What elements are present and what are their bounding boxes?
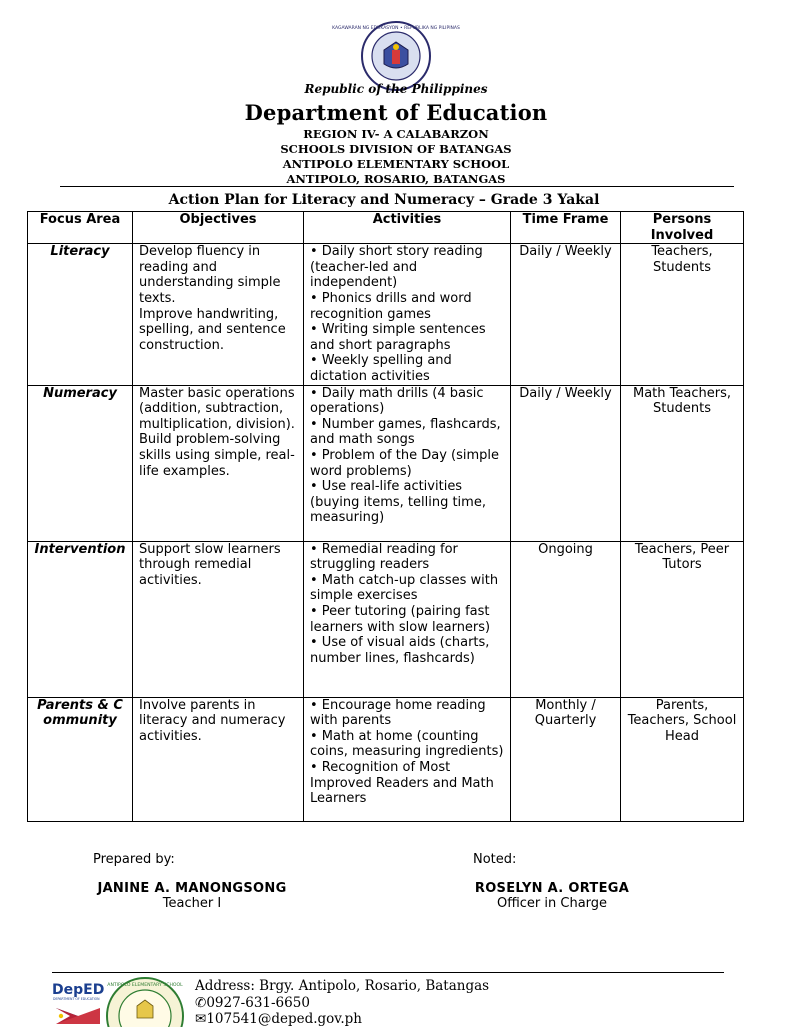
seal-text: KAGAWARAN NG EDUKASYON • REPUBLIKA NG PILIPINAS xyxy=(332,26,460,31)
activity-item: • Daily short story reading (teacher-led and independent) xyxy=(310,244,483,291)
school-seal-text: ANTIPOLO ELEMENTARY SCHOOL xyxy=(107,983,183,988)
footer-email-line xyxy=(195,1011,362,1027)
activity-item: • Peer tutoring (pairing fast learners with slow learners) xyxy=(310,603,491,635)
objectives-cell xyxy=(133,244,304,385)
activities-cell xyxy=(304,244,511,385)
noted-by-signature xyxy=(422,881,682,911)
time-frame-cell: Monthly / Quarterly xyxy=(511,697,621,821)
time-frame-cell: Daily / Weekly xyxy=(511,244,621,385)
objectives-cell xyxy=(133,697,304,821)
activity-item: • Daily math drills (4 basic operations) xyxy=(310,385,484,417)
activity-item: • Number games, flashcards, and math songs xyxy=(310,416,501,448)
noter-name: ROSELYN A. ORTEGA xyxy=(474,881,630,896)
school-name: ANTIPOLO ELEMENTARY SCHOOL xyxy=(282,157,510,171)
time-frame-cell: Daily / Weekly xyxy=(511,385,621,541)
table-header-row xyxy=(28,212,744,244)
activity-item: • Math at home (counting coins, measuring ingredients) xyxy=(310,728,504,760)
deped-logo-subtext: DEPARTMENT OF EDUCATION xyxy=(53,997,100,1001)
prepared-by-label: Prepared by: xyxy=(93,852,175,867)
footer-address: Address: Brgy. Antipolo, Rosario, Batangas xyxy=(195,978,490,994)
focus-cell: Numeracy xyxy=(28,385,133,541)
objectives-cell xyxy=(133,385,304,541)
activity-item: • Remedial reading for struggling readers xyxy=(310,541,458,573)
activities-cell xyxy=(304,697,511,821)
objective-item: Improve handwriting, spelling, and sentence construction. xyxy=(139,306,286,353)
header-activities: Activities xyxy=(304,212,511,244)
table-row xyxy=(28,541,744,697)
objective-item: Build problem-solving skills using simple, real-life examples. xyxy=(139,432,295,479)
objective-item: Develop fluency in reading and understanding simple texts. xyxy=(139,244,281,306)
footer-email[interactable]: 107541@deped.gov.ph xyxy=(206,1011,362,1027)
header-objectives: Objectives xyxy=(133,212,304,244)
activities-cell xyxy=(304,541,511,697)
activity-item: • Math catch-up classes with simple exercises xyxy=(310,572,499,604)
header-divider xyxy=(60,186,734,187)
region-line: REGION IV- A CALABARZON xyxy=(303,127,489,141)
action-plan-table xyxy=(27,211,744,822)
activity-item: • Recognition of Most Improved Readers and Math Learners xyxy=(310,759,494,807)
activity-item: • Phonics drills and word recognition games xyxy=(310,290,472,322)
persons-cell: Parents, Teachers, School Head xyxy=(621,697,744,821)
table-row xyxy=(28,697,744,821)
objective-item: Involve parents in literacy and numeracy activities. xyxy=(139,697,286,744)
persons-cell: Teachers, Peer Tutors xyxy=(621,541,744,697)
envelope-icon: ✉ xyxy=(195,1011,207,1027)
noted-label: Noted: xyxy=(473,852,517,867)
objective-item: Support slow learners through remedial activities. xyxy=(139,541,281,588)
focus-cell: Literacy xyxy=(28,244,133,385)
footer-phone: 0927-631-6650 xyxy=(206,995,310,1011)
department-title: Department of Education xyxy=(244,100,548,125)
division-line: SCHOOLS DIVISION OF BATANGAS xyxy=(280,142,512,156)
activity-item: • Writing simple sentences and short paragraphs xyxy=(310,322,486,353)
preparer-position: Teacher I xyxy=(162,896,222,911)
activity-item: • Problem of the Day (simple word problems) xyxy=(310,447,499,479)
activity-item: • Use real-life activities (buying items, telling time, measuring) xyxy=(310,479,486,526)
prepared-by-signature xyxy=(62,881,322,911)
phone-icon: ✆ xyxy=(195,995,207,1011)
school-address: ANTIPOLO, ROSARIO, BATANGAS xyxy=(286,172,506,186)
deped-logo xyxy=(50,978,106,1024)
persons-cell: Math Teachers, Students xyxy=(621,385,744,541)
footer-divider xyxy=(52,972,724,973)
header-persons-involved: Persons Involved xyxy=(621,212,744,244)
noter-position: Officer in Charge xyxy=(496,896,608,911)
focus-cell: Parents & Community xyxy=(28,697,133,821)
header-time-frame: Time Frame xyxy=(511,212,621,244)
table-row xyxy=(28,385,744,541)
republic-line: Republic of the Philippines xyxy=(304,82,488,96)
deped-logo-text: DepED xyxy=(52,982,105,998)
persons-cell: Teachers, Students xyxy=(621,244,744,385)
table-row xyxy=(28,244,744,385)
activities-cell xyxy=(304,385,511,541)
preparer-name: JANINE A. MANONGSONG xyxy=(97,881,287,896)
activity-item: • Encourage home reading with parents xyxy=(310,697,486,729)
objectives-cell xyxy=(133,541,304,697)
footer-phone-line xyxy=(195,995,310,1011)
plan-title: Action Plan for Literacy and Numeracy – Grade 3 Yakal xyxy=(168,192,600,208)
header-focus-area: Focus Area xyxy=(28,212,133,244)
objective-item: Master basic operations (addition, subtraction, multiplication, division). xyxy=(139,385,295,432)
school-seal xyxy=(106,976,184,1024)
activity-item: • Use of visual aids (charts, number lines, flashcards) xyxy=(310,635,490,666)
focus-cell: Intervention xyxy=(28,541,133,697)
time-frame-cell: Ongoing xyxy=(511,541,621,697)
activity-item: • Weekly spelling and dictation activities xyxy=(310,353,452,384)
